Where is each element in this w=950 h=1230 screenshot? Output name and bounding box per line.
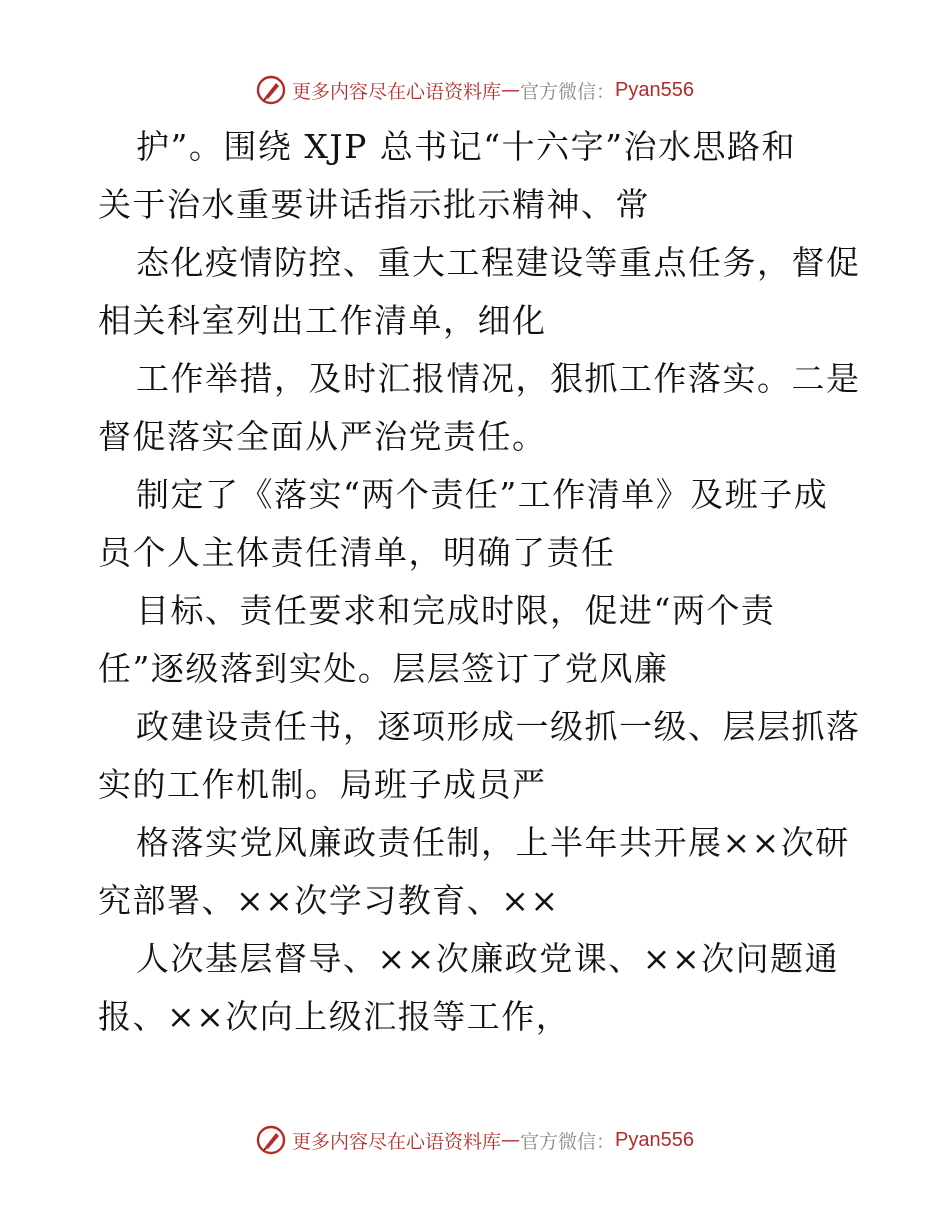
watermark-main-text: 更多内容尽在心语资料库 <box>292 80 502 103</box>
text-line-1: 护”。围绕 XJP 总书记“十六字”治水思路和 <box>136 127 797 166</box>
text-line-2: 关于治水重要讲话指示批示精神、常 <box>98 185 650 224</box>
text-line-16: 报、××次向上级汇报等工作， <box>98 997 571 1036</box>
text-line-8: 员个人主体责任清单，明确了责任 <box>98 533 616 572</box>
header-watermark <box>0 70 950 110</box>
text-line-9: 目标、责任要求和完成时限，促进“两个责 <box>136 591 776 630</box>
watermark-dash: — <box>501 1129 521 1151</box>
text-line-10: 任”逐级落到实处。层层签订了党风廉 <box>98 649 669 688</box>
quill-pen-logo-icon <box>256 1125 286 1155</box>
text-line-13: 格落实党风廉政责任制，上半年共开展××次研 <box>136 823 850 862</box>
text-line-14: 究部署、××次学习教育、×× <box>98 881 560 920</box>
watermark-wechat-id: Pyan556 <box>615 78 694 101</box>
text-line-11: 政建设责任书，逐项形成一级抓一级、层层抓落 <box>136 707 861 746</box>
text-line-4: 相关科室列出工作清单，细化 <box>98 301 547 340</box>
quill-pen-logo-icon <box>256 75 286 105</box>
document-body <box>98 118 861 1046</box>
text-line-15: 人次基层督导、××次廉政党课、××次问题通 <box>136 939 840 978</box>
watermark-wechat-id: Pyan556 <box>615 1128 694 1151</box>
watermark-wechat-label: 官方微信： <box>520 1130 616 1153</box>
text-line-5: 工作举措，及时汇报情况，狠抓工作落实。二是 <box>136 359 861 398</box>
footer-watermark <box>0 1120 950 1160</box>
text-line-6: 督促落实全面从严治党责任。 <box>98 417 547 456</box>
text-line-7: 制定了《落实“两个责任”工作清单》及班子成 <box>136 475 829 514</box>
text-line-3: 态化疫情防控、重大工程建设等重点任务，督促 <box>136 243 861 282</box>
watermark-main-text: 更多内容尽在心语资料库 <box>292 1130 502 1153</box>
watermark-wechat-label: 官方微信： <box>520 80 616 103</box>
watermark-dash: — <box>501 79 521 101</box>
text-line-12: 实的工作机制。局班子成员严 <box>98 765 547 804</box>
